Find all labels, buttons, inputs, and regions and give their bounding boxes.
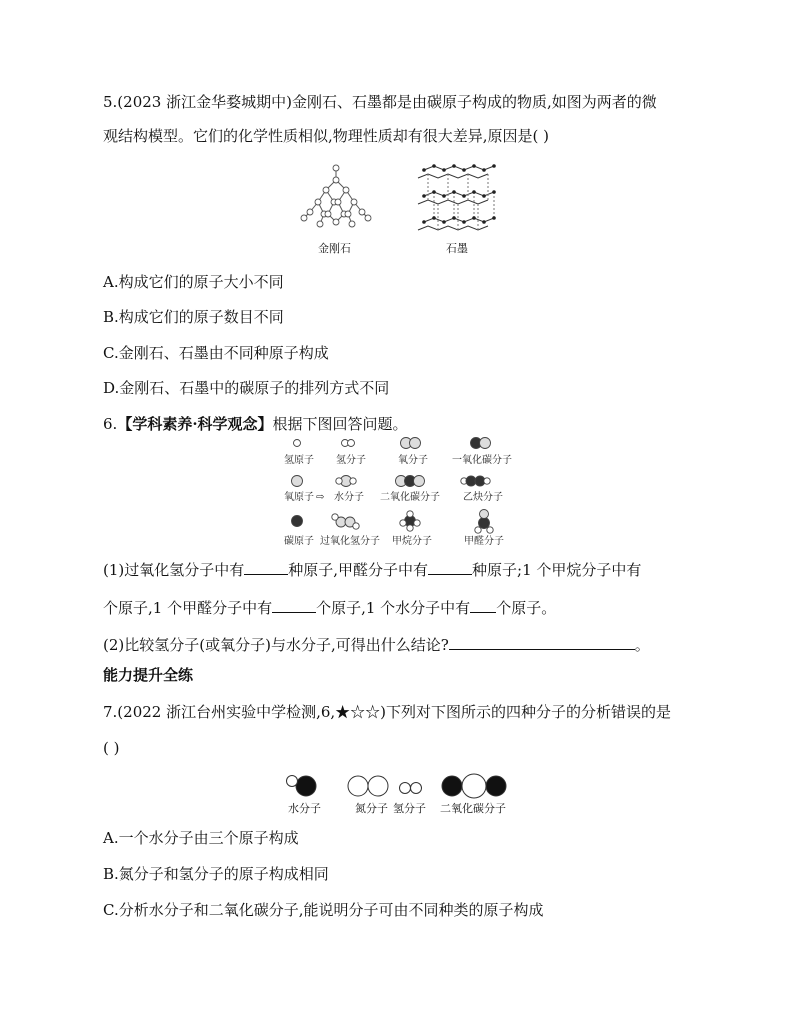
answer-blank-conclusion[interactable] [449, 633, 635, 650]
answer-blank-h2o-atoms[interactable] [470, 596, 496, 613]
water-label: 水分子 [334, 492, 364, 503]
q6-sub1-text-1: (1)过氧化氢分子中有 [103, 561, 245, 579]
formaldehyde-label: 甲醛分子 [464, 536, 504, 547]
o-atom-model [292, 476, 303, 487]
q7-stem-line2: ( ) [103, 739, 120, 757]
h-atom-model [294, 440, 301, 447]
reaction-arrow-icon: ⇨ [316, 492, 325, 503]
q5-option-a[interactable]: A.构成它们的原子大小不同 [103, 273, 284, 291]
q6-sub1-text-4: 个原子,1 个甲醛分子中有 [103, 599, 273, 617]
q7-option-c[interactable]: C.分析水分子和二氧化碳分子,能说明分子可由不同种类的原子构成 [103, 901, 544, 919]
q6-sub1-text-5: 个原子,1 个水分子中有 [316, 599, 471, 617]
graphite-structure-figure [414, 158, 498, 236]
q5-stem-line2: 观结构模型。它们的化学性质相似,物理性质却有很大差异,原因是( ) [103, 127, 550, 145]
acetylene-label: 乙炔分子 [463, 492, 503, 503]
q5-option-c[interactable]: C.金刚石、石墨由不同种原子构成 [103, 344, 329, 362]
q7-co2-caption: 二氧化碳分子 [440, 802, 506, 815]
q7-n2-model [348, 776, 368, 796]
co-label: 一氧化碳分子 [452, 455, 512, 466]
q6-sub1-line2 [103, 596, 556, 618]
section-heading: 能力提升全练 [103, 666, 194, 684]
q6-sub1-text-3: 种原子;1 个甲烷分子中有 [472, 561, 642, 579]
diamond-structure-figure [296, 160, 376, 232]
q7-molecules-figure [282, 772, 518, 800]
answer-blank-ch2o-kinds[interactable] [428, 558, 472, 575]
q7-stem-line1: 7.(2022 浙江台州实验中学检测,6,★☆☆)下列对下图所示的四种分子的分析错误的是 [103, 703, 672, 721]
q6-sub1-text-2: 种原子,甲醛分子中有 [288, 561, 429, 579]
o2-label: 氧分子 [398, 455, 428, 466]
q6-number: 6. [103, 415, 118, 433]
q6-sub2-period: 。 [634, 636, 650, 654]
q6-sub2-line [103, 633, 650, 655]
answer-blank-ch2o-atoms[interactable] [272, 596, 316, 613]
graphite-caption: 石墨 [446, 242, 468, 255]
o-atom-label: 氧原子 [284, 492, 314, 503]
formaldehyde-model [479, 518, 490, 529]
q6-prompt: 根据下图回答问题。 [272, 415, 408, 433]
q7-option-b[interactable]: B.氮分子和氢分子的原子构成相同 [103, 865, 329, 883]
co2-label: 二氧化碳分子 [380, 492, 440, 503]
q6-sub2-text: (2)比较氢分子(或氧分子)与水分子,可得出什么结论? [103, 636, 449, 654]
q6-stem [103, 414, 408, 434]
answer-blank-h2o2-kinds[interactable] [244, 558, 288, 575]
q6-sub1-line1 [103, 558, 641, 580]
h2-label: 氢分子 [336, 455, 366, 466]
q5-stem-line1: 5.(2023 浙江金华婺城期中)金刚石、石墨都是由碳原子构成的物质,如图为两者的微 [103, 93, 657, 111]
c-atom-model [292, 516, 303, 527]
q5-option-d[interactable]: D.金刚石、石墨中的碳原子的排列方式不同 [103, 379, 390, 397]
q7-option-a[interactable]: A.一个水分子由三个原子构成 [103, 829, 299, 847]
q7-h2-caption: 氢分子 [393, 802, 426, 815]
diamond-caption: 金刚石 [318, 242, 351, 255]
methane-label: 甲烷分子 [392, 536, 432, 547]
q7-h2-model [400, 783, 411, 794]
h-atom-label: 氢原子 [284, 455, 314, 466]
q7-n2-caption: 氮分子 [355, 802, 388, 815]
q7-co2-model [442, 776, 462, 796]
q5-option-b[interactable]: B.构成它们的原子数目不同 [103, 308, 284, 326]
c-atom-label: 碳原子 [284, 536, 314, 547]
h2o2-label: 过氧化氢分子 [320, 536, 380, 547]
q7-water-caption: 水分子 [288, 802, 321, 815]
q6-sub1-text-6: 个原子。 [496, 599, 557, 617]
q6-literacy-tag: 【学科素养·科学观念】 [117, 415, 273, 433]
